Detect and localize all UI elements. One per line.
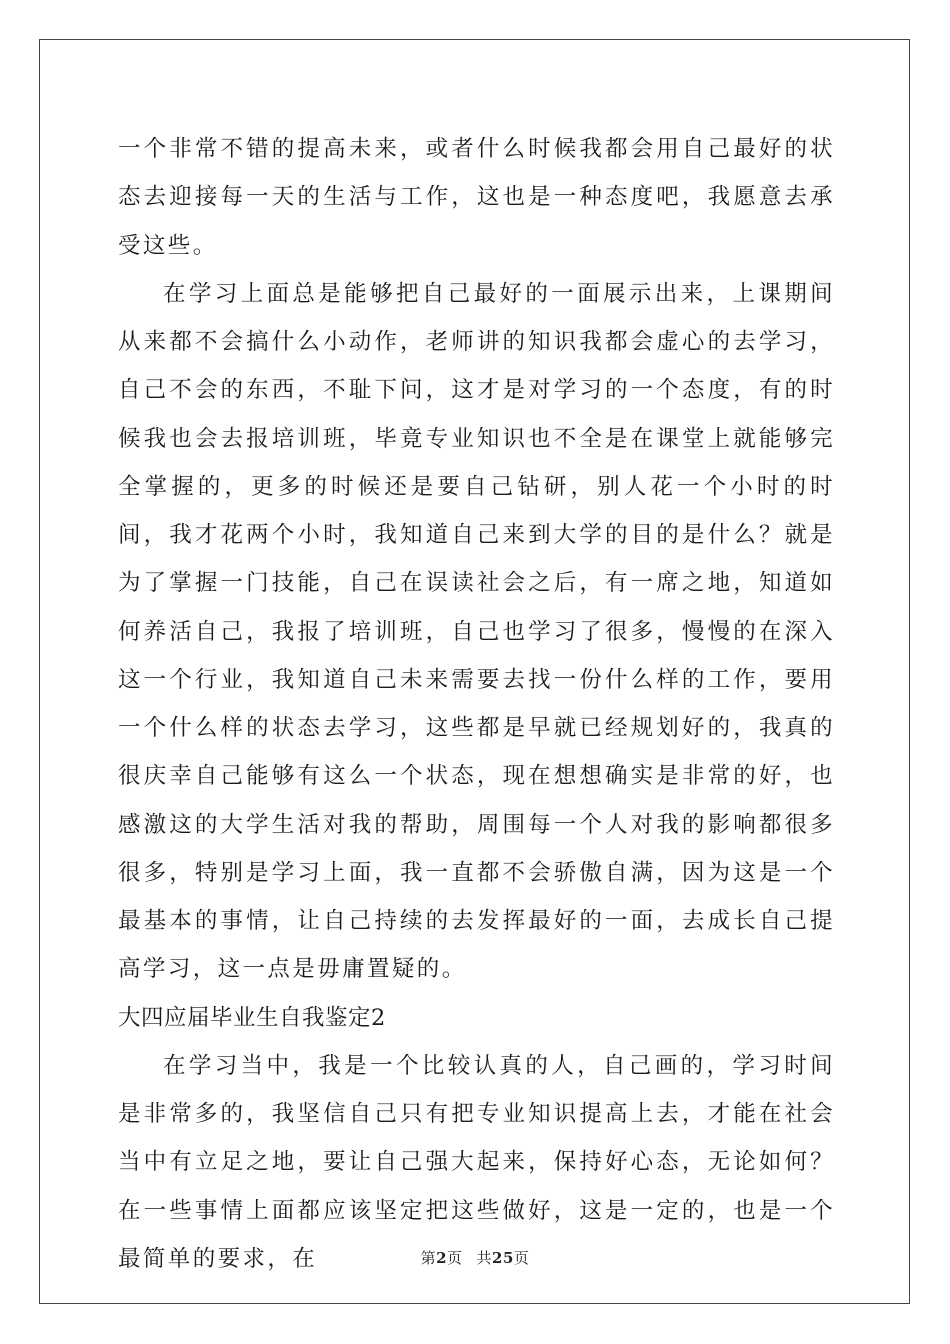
page-suffix: 页	[447, 1249, 463, 1267]
page-number: 2	[436, 1249, 448, 1267]
total-suffix: 页	[513, 1249, 530, 1267]
page-prefix: 第	[420, 1249, 437, 1267]
paragraph-continuation: 一个非常不错的提高未来，或者什么时候我都会用自己最好的状态去迎接每一天的生活与工作，这也是一种态度吧，我愿意去承受这些。	[118, 136, 835, 259]
document-body	[118, 125, 835, 1283]
total-prefix: 共	[476, 1249, 493, 1267]
section-heading: 大四应届毕业生自我鉴定2	[118, 1004, 386, 1031]
total-pages: 25	[492, 1249, 514, 1267]
paragraph-learning: 在学习当中，我是一个比较认真的人，自己画的，学习时间是非常多的，我坚信自己只有把专业知识提高上去，才能在社会当中有立足之地，要让自己强大起来，保持好心态，无论如何？在一些事情上面都应该坚定把这些做好，这是一定的，也是一个最简单的要求，在	[118, 1052, 835, 1272]
paragraph-study: 在学习上面总是能够把自己最好的一面展示出来，上课期间从来都不会搞什么小动作，老师讲的知识我都会虚心的去学习，自己不会的东西，不耻下问，这才是对学习的一个态度，有的时候我也会去报培训班，毕竟专业知识也不全是在课堂上就能够完全掌握的，更多的时候还是要自己钻研，别人花一个小时的时间，我才花两个小时，我知道自己来到大学的目的是什么？就是为了掌握一门技能，自己在误读社会之后，有一席之地，知道如何养活自己，我报了培训班，自己也学习了很多，慢慢的在深入这一个行业，我知道自己未来需要去找一份什么样的工作，要用一个什么样的状态去学习，这些都是早就已经规划好的，我真的很庆幸自己能够有这么一个状态，现在想想确实是非常的好，也感激这的大学生活对我的帮助，周围每一个人对我的影响都很多很多，特别是学习上面，我一直都不会骄傲自满，因为这是一个最基本的事情，让自己持续的去发挥最好的一面，去成长自己提高学习，这一点是毋庸置疑的。	[118, 280, 835, 983]
page-footer	[0, 1247, 950, 1268]
